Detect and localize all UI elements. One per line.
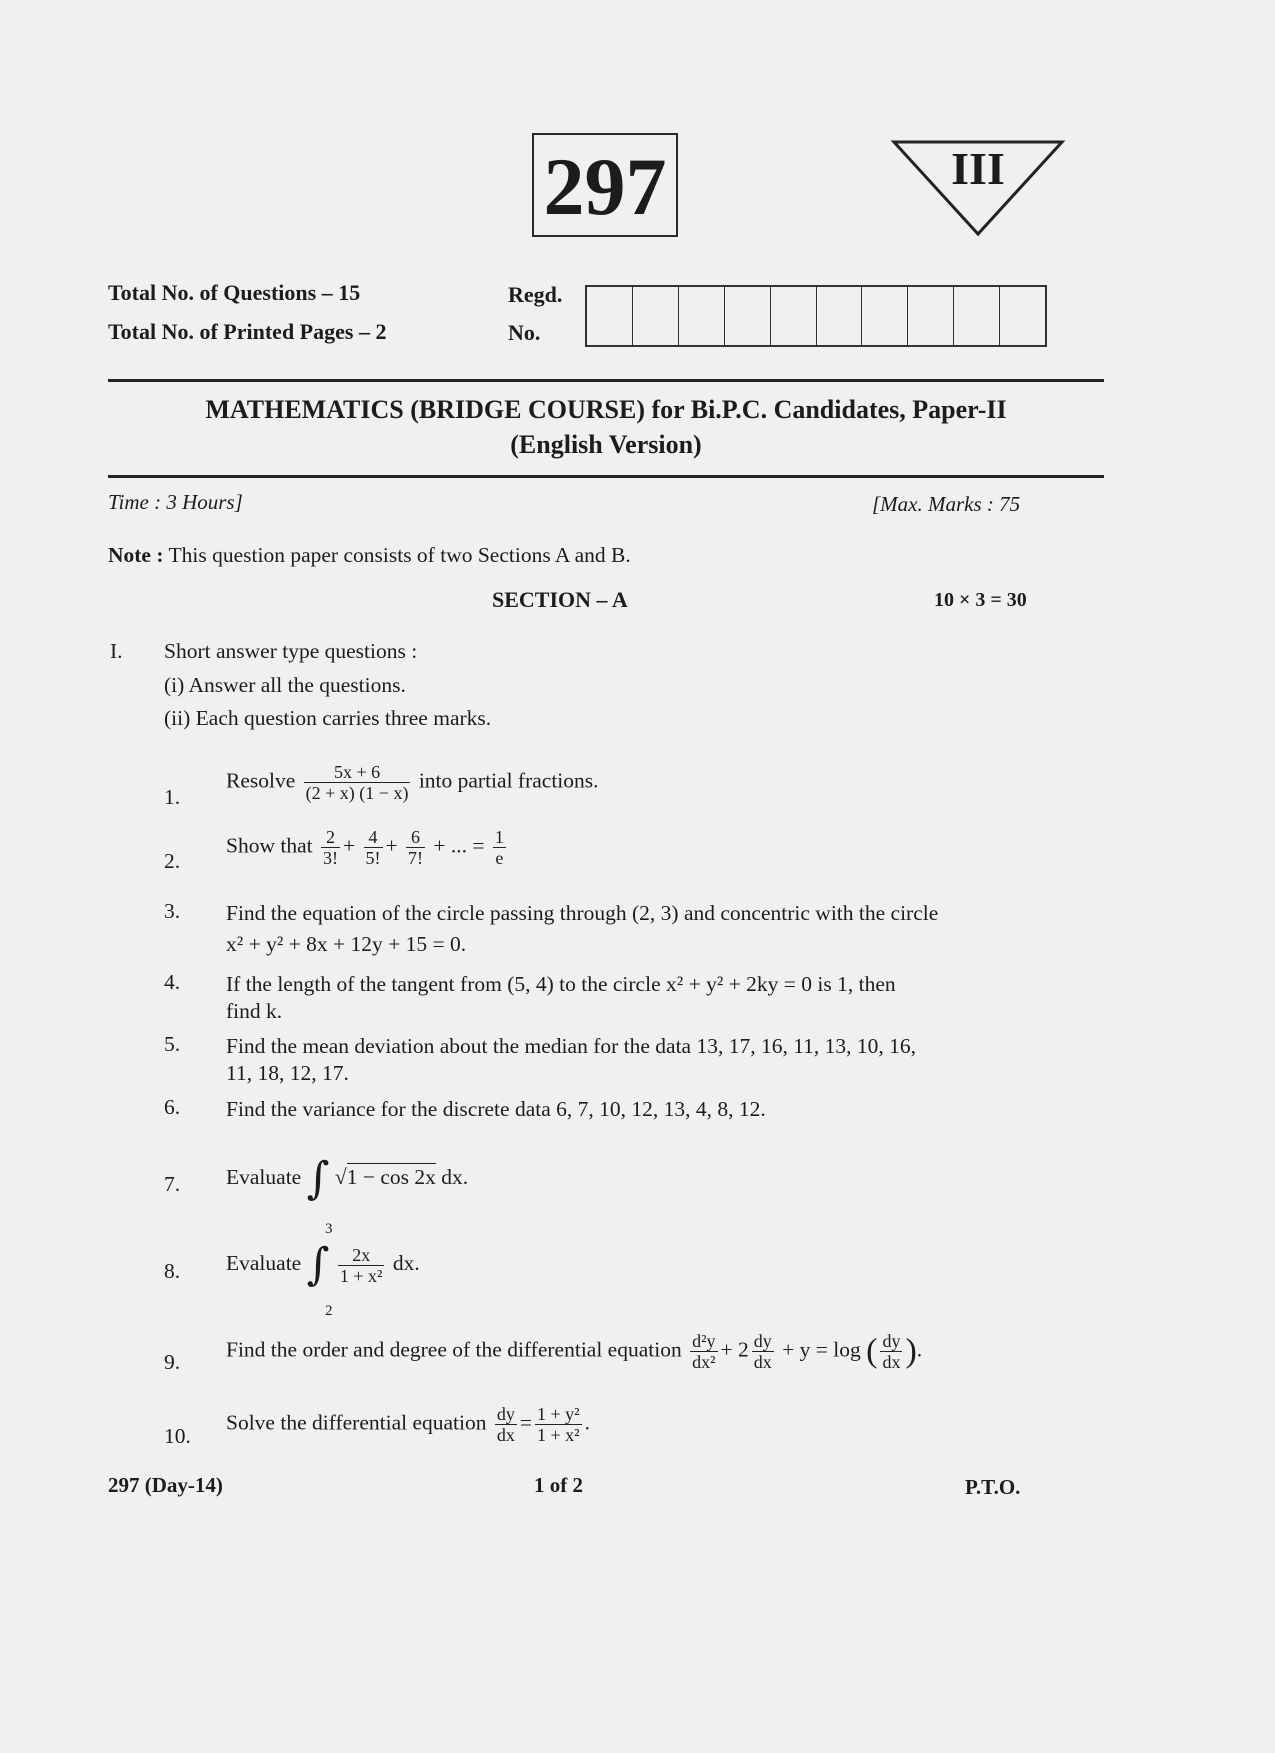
regd-digit-box bbox=[587, 287, 633, 345]
q2-t3-den: 7! bbox=[408, 848, 424, 868]
q9-f3-num: dy bbox=[882, 1331, 901, 1351]
question-8 bbox=[226, 1239, 420, 1290]
section-marks: 10 × 3 = 30 bbox=[934, 589, 1027, 611]
question-9: Find the order and degree of the differential equation $\frac{\text{d²y}}{\text{dx²}}$ + 2 $\frac{dy}{dx}$ + y = log ( $\frac{dy}{dx}$ ). bbox=[226, 1331, 923, 1372]
q10-equals: = bbox=[519, 1410, 533, 1435]
regd-no-label: No. bbox=[508, 320, 541, 345]
q8-lower-limit: 2 bbox=[325, 1303, 333, 1319]
q8-upper-limit: 3 bbox=[325, 1221, 333, 1237]
note bbox=[108, 541, 631, 569]
q10-derivative bbox=[495, 1404, 517, 1445]
q2-t2-den: 5! bbox=[365, 848, 381, 868]
q2-tail: + ... = bbox=[433, 833, 485, 858]
q10-prefix: Solve the differential equation bbox=[226, 1410, 487, 1435]
exam-time: Time : 3 Hours] bbox=[108, 490, 243, 514]
question-10: Solve the differential equation $\frac{dy}{dx}$ = $\frac{\text{1 + y²}}{\text{1 + x²}}$ . bbox=[226, 1404, 590, 1445]
part-title: Short answer type questions : bbox=[164, 639, 418, 663]
question-number: 2. bbox=[164, 849, 181, 873]
q9-prefix: Find the order and degree of the differential equation bbox=[226, 1337, 682, 1362]
q9-f1-num: d²y bbox=[692, 1331, 716, 1351]
question-2: Show that $\frac{2}{3!}$ + $\frac{4}{5!}$ + $\frac{6}{7!}$ + ... = $\frac{1}{e}$ bbox=[226, 827, 504, 868]
regd-digit-box bbox=[817, 287, 863, 345]
question-4-line-1: If the length of the tangent from (5, 4) to the circle x² + y² + 2ky = 0 is 1, then bbox=[226, 972, 896, 996]
q10-f1-den: dx bbox=[496, 1425, 515, 1445]
left-paren: ( bbox=[866, 1332, 878, 1370]
total-questions: Total No. of Questions – 15 bbox=[108, 280, 361, 305]
question-number: 7. bbox=[164, 1172, 181, 1196]
note-label: Note : bbox=[108, 543, 164, 567]
right-paren: ) bbox=[905, 1332, 917, 1370]
q1-suffix: into partial fractions. bbox=[418, 768, 599, 793]
q8-denominator: 1 + x² bbox=[339, 1265, 383, 1286]
question-1 bbox=[226, 762, 599, 803]
total-pages: Total No. of Printed Pages – 2 bbox=[108, 319, 387, 344]
question-number: 3. bbox=[164, 899, 181, 923]
regd-digit-box bbox=[954, 287, 1000, 345]
question-number: 6. bbox=[164, 1095, 181, 1119]
header-divider bbox=[108, 379, 1104, 382]
regd-digit-box bbox=[862, 287, 908, 345]
instruction-2: (ii) Each question carries three marks. bbox=[164, 706, 492, 730]
question-number: 1. bbox=[164, 785, 181, 809]
q1-fraction bbox=[304, 762, 411, 803]
footer-code: 297 (Day-14) bbox=[108, 1473, 223, 1497]
footer-page-number: 1 of 2 bbox=[534, 1473, 583, 1497]
q8-numerator: 2x bbox=[338, 1245, 385, 1266]
q9-f2-num: dy bbox=[753, 1331, 772, 1351]
q10-rhs bbox=[535, 1404, 582, 1445]
question-4-line-2: find k. bbox=[226, 999, 283, 1023]
q8-suffix: dx. bbox=[392, 1250, 420, 1275]
q7-suffix: dx. bbox=[441, 1164, 469, 1189]
q9-log-argument bbox=[880, 1331, 902, 1372]
question-number: 9. bbox=[164, 1350, 181, 1374]
regd-label: Regd. bbox=[508, 282, 563, 307]
question-7 bbox=[226, 1153, 469, 1204]
sqrt-sign: √ bbox=[334, 1164, 347, 1189]
question-3-line-1: Find the equation of the circle passing through (2, 3) and concentric with the circle bbox=[226, 901, 939, 925]
q2-t2-num: 4 bbox=[364, 827, 383, 848]
q9-f3-den: dx bbox=[882, 1352, 901, 1372]
q9-mid-1: + 2 bbox=[720, 1337, 749, 1362]
regd-number-boxes bbox=[585, 285, 1047, 347]
question-3-line-2: x² + y² + 8x + 12y + 15 = 0. bbox=[226, 932, 467, 956]
q1-prefix: Resolve bbox=[226, 768, 296, 793]
question-number: 10. bbox=[164, 1424, 191, 1448]
footer-pto: P.T.O. bbox=[965, 1475, 1021, 1499]
q2-result-num: 1 bbox=[494, 827, 504, 847]
q2-t1-den: 3! bbox=[322, 848, 338, 868]
q10-f2-num: 1 + y² bbox=[537, 1404, 580, 1424]
regd-digit-box bbox=[908, 287, 954, 345]
regd-digit-box bbox=[1000, 287, 1045, 345]
q2-term-2 bbox=[364, 827, 383, 868]
q2-result-den: e bbox=[495, 848, 504, 868]
note-text: This question paper consists of two Sections A and B. bbox=[168, 543, 631, 567]
q2-t3-num: 6 bbox=[406, 827, 425, 848]
section-heading: SECTION – A bbox=[492, 587, 628, 612]
regd-digit-box bbox=[771, 287, 817, 345]
paper-badge-label: III bbox=[951, 143, 1005, 194]
instruction-1: (i) Answer all the questions. bbox=[164, 673, 406, 697]
regd-digit-box bbox=[725, 287, 771, 345]
regd-digit-box bbox=[679, 287, 725, 345]
q10-f1-num: dy bbox=[496, 1404, 515, 1424]
integral-sign: ∫ bbox=[306, 1239, 330, 1290]
q9-first-derivative bbox=[752, 1331, 774, 1372]
paper-title: MATHEMATICS (BRIDGE COURSE) for Bi.P.C. Candidates, Paper-II bbox=[205, 395, 1007, 424]
q8-prefix: Evaluate bbox=[226, 1250, 302, 1275]
paper-version: (English Version) bbox=[510, 430, 702, 459]
q7-radicand: 1 − cos 2x bbox=[346, 1164, 436, 1189]
paper-code-box: 297 bbox=[532, 133, 678, 237]
max-marks: [Max. Marks : 75 bbox=[872, 492, 1021, 516]
question-number: 8. bbox=[164, 1259, 181, 1283]
q10-f2-den: 1 + x² bbox=[537, 1425, 580, 1445]
q7-prefix: Evaluate bbox=[226, 1164, 302, 1189]
q2-prefix: Show that bbox=[226, 833, 313, 858]
question-6: Find the variance for the discrete data 6, 7, 10, 12, 13, 4, 8, 12. bbox=[226, 1097, 766, 1121]
part-number: I. bbox=[110, 639, 123, 663]
question-number: 4. bbox=[164, 970, 181, 994]
q2-t1-num: 2 bbox=[321, 827, 340, 848]
title-divider bbox=[108, 475, 1104, 478]
q1-denominator: (2 + x) (1 − x) bbox=[305, 783, 409, 803]
q9-mid-2: + y = log bbox=[782, 1337, 861, 1362]
q2-result bbox=[493, 827, 506, 868]
q2-term-3 bbox=[406, 827, 425, 868]
q8-fraction bbox=[338, 1245, 385, 1286]
q2-term-1 bbox=[321, 827, 340, 868]
question-5-line-1: Find the mean deviation about the median for the data 13, 17, 16, 11, 13, 10, 16, bbox=[226, 1034, 917, 1058]
integral-sign: ∫ bbox=[306, 1153, 330, 1204]
q9-f1-den: dx² bbox=[692, 1352, 716, 1372]
question-number: 5. bbox=[164, 1032, 181, 1056]
q1-numerator: 5x + 6 bbox=[304, 762, 411, 783]
q9-f2-den: dx bbox=[753, 1352, 772, 1372]
regd-digit-box bbox=[633, 287, 679, 345]
question-5-line-2: 11, 18, 12, 17. bbox=[226, 1061, 349, 1085]
q9-second-derivative bbox=[690, 1331, 717, 1372]
